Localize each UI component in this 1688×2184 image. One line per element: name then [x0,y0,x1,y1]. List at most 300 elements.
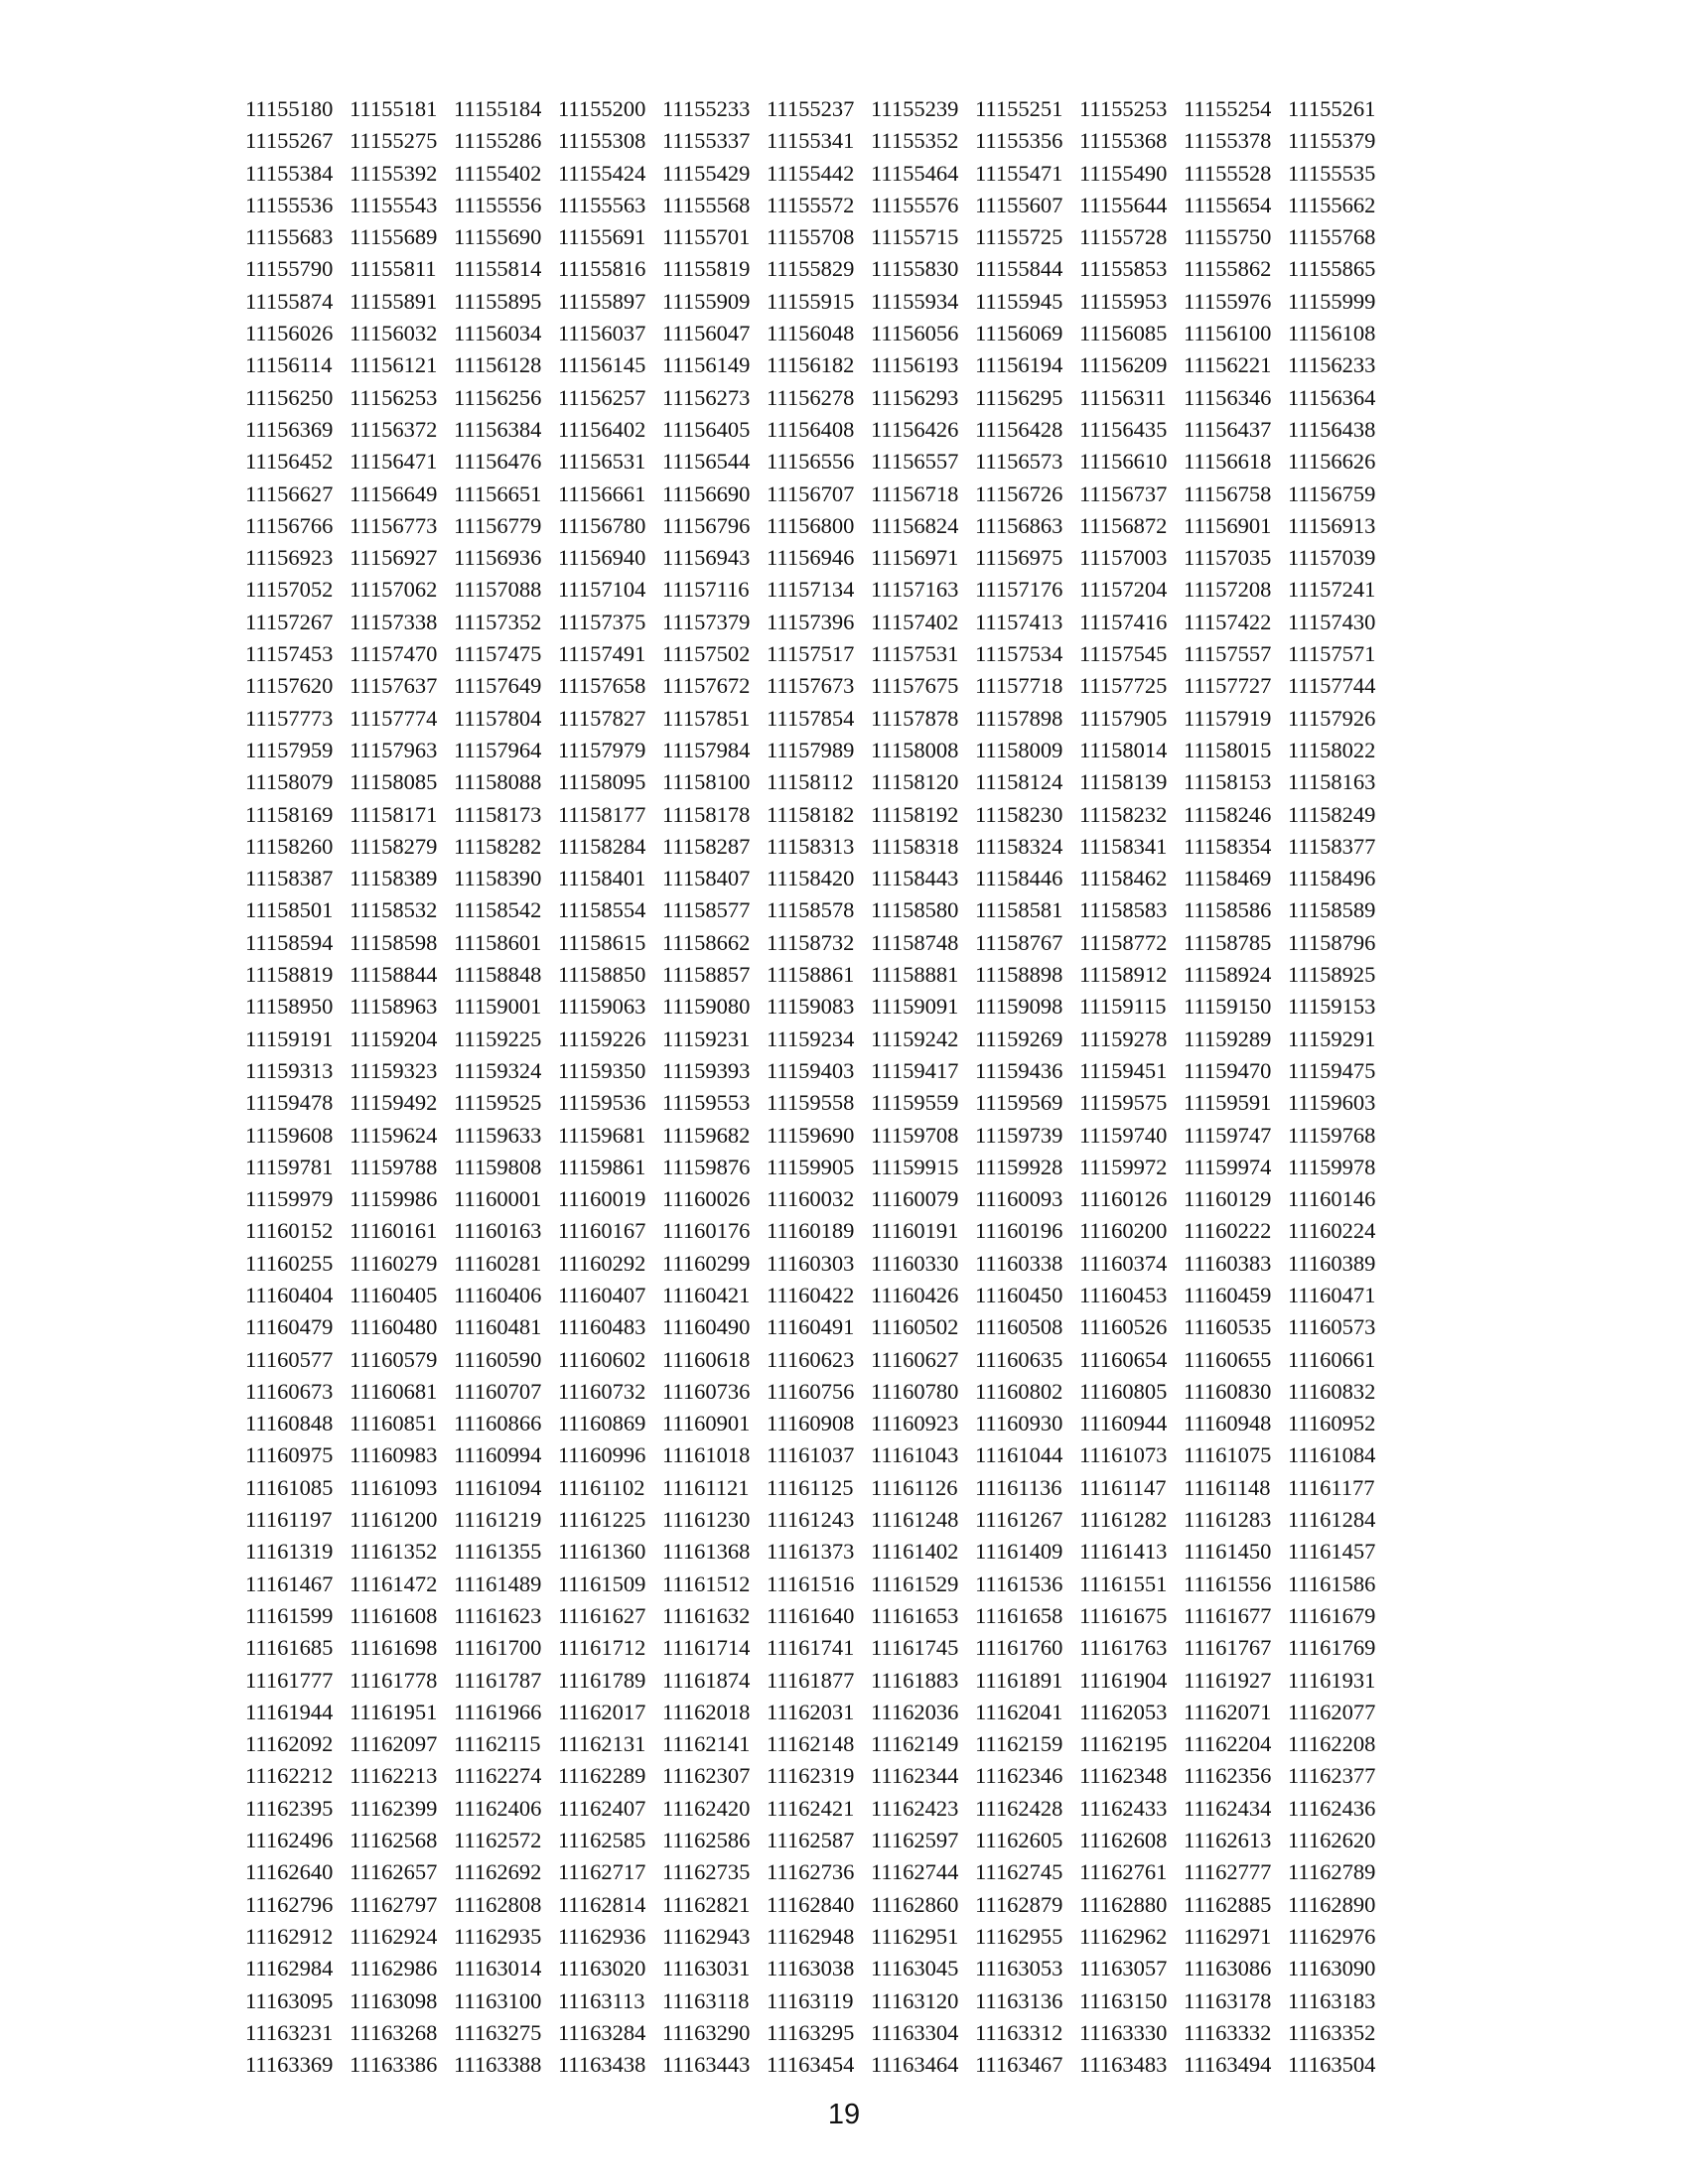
number-cell: 11158662 [662,929,751,955]
number-cell: 11161763 [1079,1635,1168,1661]
number-cell: 11157878 [871,705,959,731]
table-row [245,286,1392,318]
number-cell: 11158577 [662,897,751,923]
number-cell: 11158580 [871,897,959,923]
number-cell: 11156194 [975,352,1063,378]
number-cell: 11162840 [767,1891,855,1917]
number-cell: 11158772 [1079,929,1168,955]
table-row [245,638,1392,670]
number-cell: 11158748 [871,929,959,955]
number-cell: 11160292 [558,1250,646,1276]
number-cell: 11155572 [767,192,855,217]
number-cell: 11155490 [1079,160,1168,186]
number-cell: 11157134 [767,577,855,603]
number-cell: 11160707 [454,1378,542,1404]
table-row [245,1408,1392,1439]
number-cell: 11158861 [767,962,855,988]
number-cell: 11155953 [1079,288,1168,314]
number-cell: 11159928 [975,1154,1063,1179]
number-cell: 11161653 [871,1602,959,1628]
number-cell: 11156923 [245,545,334,571]
number-cell: 11155862 [1184,256,1272,282]
number-cell: 11157571 [1288,641,1376,667]
table-row [245,1152,1392,1183]
number-cell: 11162890 [1288,1891,1376,1917]
number-cell: 11161891 [975,1667,1063,1693]
number-cell: 11159278 [1079,1025,1168,1051]
number-cell: 11159747 [1184,1122,1272,1148]
number-cell: 11162377 [1288,1763,1376,1789]
number-cell: 11158615 [558,929,646,955]
number-cell: 11155378 [1184,128,1272,154]
number-cell: 11162077 [1288,1699,1376,1724]
number-cell: 11160579 [350,1346,438,1372]
table-row [245,542,1392,574]
number-cell: 11161951 [350,1699,438,1724]
number-cell: 11156193 [871,352,959,378]
number-cell: 11161677 [1184,1602,1272,1628]
number-cell: 11158177 [558,801,646,827]
number-cell: 11161093 [350,1474,438,1500]
number-cell: 11156145 [558,352,646,378]
number-cell: 11156649 [350,480,438,506]
table-row [245,1504,1392,1536]
number-cell: 11155556 [454,192,542,217]
number-cell: 11155844 [975,256,1063,282]
table-row [245,2049,1392,2081]
number-cell: 11158578 [767,897,855,923]
number-cell: 11156438 [1288,416,1376,442]
number-cell: 11160948 [1184,1411,1272,1436]
number-table [245,93,1392,2081]
number-cell: 11156295 [975,384,1063,410]
number-cell: 11158785 [1184,929,1272,955]
number-cell: 11155254 [1184,96,1272,121]
number-cell: 11159575 [1079,1090,1168,1116]
number-cell: 11158407 [662,866,751,891]
number-cell: 11156364 [1288,384,1376,410]
number-cell: 11161136 [975,1474,1062,1500]
number-cell: 11155379 [1288,128,1376,154]
number-cell: 11162208 [1288,1731,1376,1757]
number-cell: 11160459 [1184,1282,1272,1307]
number-cell: 11162692 [454,1859,542,1885]
number-cell: 11161586 [1288,1570,1376,1596]
number-cell: 11156069 [975,321,1063,346]
number-cell: 11162407 [558,1795,646,1821]
number-cell: 11158015 [1184,737,1272,762]
number-cell: 11155811 [350,256,437,282]
number-cell: 11161126 [871,1474,958,1500]
number-cell: 11160299 [662,1250,751,1276]
number-cell: 11161360 [558,1539,646,1565]
number-cell: 11156556 [767,449,855,475]
number-cell: 11159153 [1288,994,1376,1020]
number-cell: 11162428 [975,1795,1063,1821]
number-cell: 11155816 [558,256,646,282]
number-cell: 11163312 [975,2019,1063,2045]
number-cell: 11158963 [350,994,438,1020]
number-cell: 11162744 [871,1859,959,1885]
number-cell: 11160491 [767,1314,855,1340]
number-cell: 11156369 [245,416,334,442]
number-cell: 11156233 [1288,352,1376,378]
number-cell: 11156256 [454,384,542,410]
number-cell: 11161402 [871,1539,959,1565]
number-cell: 11162936 [558,1923,646,1949]
number-cell: 11163304 [871,2019,959,2045]
number-cell: 11161125 [767,1474,854,1500]
number-cell: 11160129 [1184,1186,1272,1212]
number-cell: 11158377 [1288,833,1376,859]
number-cell: 11160163 [454,1218,542,1244]
number-cell: 11155239 [871,96,959,121]
number-cell: 11162879 [975,1891,1063,1917]
number-cell: 11156452 [245,449,334,475]
number-cell: 11161877 [767,1667,855,1693]
number-cell: 11161121 [662,1474,750,1500]
number-cell: 11163136 [975,1987,1063,2013]
number-cell: 11161700 [454,1635,542,1661]
number-cell: 11162976 [1288,1923,1376,1949]
table-row [245,349,1392,381]
table-row [245,1793,1392,1825]
number-cell: 11159451 [1079,1057,1168,1083]
number-cell: 11158022 [1288,737,1376,762]
number-cell: 11156737 [1079,480,1168,506]
number-cell: 11161450 [1184,1539,1272,1565]
number-cell: 11157557 [1184,641,1272,667]
number-cell: 11161685 [245,1635,334,1661]
number-cell: 11162346 [975,1763,1063,1789]
number-cell: 11157241 [1288,577,1376,603]
number-cell: 11160952 [1288,1411,1376,1436]
number-cell: 11156610 [1079,449,1168,475]
number-cell: 11162797 [350,1891,438,1917]
number-cell: 11157851 [662,705,751,731]
number-cell: 11160001 [454,1186,542,1212]
number-cell: 11158120 [871,769,959,795]
number-cell: 11157804 [454,705,542,731]
number-cell: 11159740 [1079,1122,1168,1148]
number-cell: 11155689 [350,224,438,250]
number-cell: 11155464 [871,160,959,186]
number-cell: 11160602 [558,1346,646,1372]
number-cell: 11155442 [767,160,855,186]
number-cell: 11159289 [1184,1025,1272,1051]
number-cell: 11158341 [1079,833,1168,859]
number-cell: 11155267 [245,128,334,154]
number-cell: 11157052 [245,577,334,603]
number-cell: 11157620 [245,673,334,699]
number-cell: 11159475 [1288,1057,1376,1083]
number-cell: 11162092 [245,1731,334,1757]
number-cell: 11157039 [1288,545,1376,571]
number-cell: 11163369 [245,2052,334,2078]
number-cell: 11160019 [558,1186,646,1212]
table-row [245,766,1392,798]
number-cell: 11157003 [1079,545,1168,571]
number-cell: 11155352 [871,128,959,154]
number-cell: 11156182 [767,352,855,378]
number-cell: 11163504 [1288,2052,1376,2078]
number-cell: 11162395 [245,1795,334,1821]
number-cell: 11161043 [871,1442,959,1468]
number-cell: 11155181 [350,96,438,121]
number-cell: 11156100 [1184,321,1272,346]
number-cell: 11161787 [454,1667,542,1693]
number-cell: 11158594 [245,929,334,955]
number-cell: 11162796 [245,1891,334,1917]
number-cell: 11159558 [767,1090,855,1116]
table-row [245,478,1392,510]
number-cell: 11158324 [975,833,1063,859]
number-cell: 11155237 [767,96,855,121]
number-cell: 11155715 [871,224,959,250]
number-cell: 11163178 [1184,1987,1272,2013]
number-cell: 11160623 [767,1346,855,1372]
number-cell: 11159525 [454,1090,542,1116]
number-cell: 11160422 [767,1282,855,1307]
table-row [245,1856,1392,1888]
number-cell: 11156221 [1184,352,1272,378]
number-cell: 11162587 [767,1828,855,1853]
number-cell: 11159739 [975,1122,1063,1148]
table-row [245,863,1392,894]
number-cell: 11161267 [975,1507,1063,1533]
number-cell: 11155934 [871,288,959,314]
number-cell: 11158008 [871,737,959,762]
table-row [245,703,1392,735]
number-cell: 11158950 [245,994,334,1020]
number-cell: 11161529 [871,1570,959,1596]
number-cell: 11156718 [871,480,959,506]
page-number: 19 [827,2099,861,2130]
number-cell: 11159393 [662,1057,751,1083]
number-cell: 11160802 [975,1378,1063,1404]
number-cell: 11159242 [871,1025,959,1051]
number-cell: 11159559 [871,1090,959,1116]
number-cell: 11160453 [1079,1282,1168,1307]
number-cell: 11159788 [350,1154,438,1179]
number-cell: 11158496 [1288,866,1376,891]
number-cell: 11159403 [767,1057,855,1083]
number-cell: 11158284 [558,833,646,859]
number-cell: 11162406 [454,1795,542,1821]
number-cell: 11158819 [245,962,334,988]
number-cell: 11157470 [350,641,438,667]
number-cell: 11160573 [1288,1314,1376,1340]
number-cell: 11159417 [871,1057,959,1083]
number-cell: 11158469 [1184,866,1272,891]
number-cell: 11162657 [350,1859,438,1885]
number-cell: 11157545 [1079,641,1168,667]
number-cell: 11160944 [1079,1411,1168,1436]
number-cell: 11162955 [975,1923,1063,1949]
number-cell: 11158462 [1079,866,1168,891]
number-cell: 11156759 [1288,480,1376,506]
number-cell: 11161094 [454,1474,542,1500]
number-cell: 11157774 [350,705,438,731]
number-cell: 11155725 [975,224,1063,250]
number-cell: 11159915 [871,1154,959,1179]
number-cell: 11158100 [662,769,751,795]
number-cell: 11160026 [662,1186,751,1212]
number-cell: 11163014 [454,1956,542,1981]
number-cell: 11160483 [558,1314,646,1340]
table-row [245,510,1392,542]
number-cell: 11155251 [975,96,1063,121]
number-cell: 11156372 [350,416,438,442]
number-cell: 11157827 [558,705,646,731]
number-cell: 11159603 [1288,1090,1376,1116]
number-cell: 11156573 [975,449,1063,475]
number-cell: 11163086 [1184,1956,1272,1981]
number-cell: 11163295 [767,2019,855,2045]
table-row [245,959,1392,991]
number-cell: 11156726 [975,480,1063,506]
number-cell: 11161319 [245,1539,334,1565]
number-cell: 11160930 [975,1411,1063,1436]
number-cell: 11162962 [1079,1923,1168,1949]
number-cell: 11160908 [767,1411,855,1436]
number-cell: 11155402 [454,160,542,186]
number-cell: 11162319 [767,1763,855,1789]
table-row [245,735,1392,766]
table-row [245,1087,1392,1119]
number-cell: 11159234 [767,1025,855,1051]
number-cell: 11162307 [662,1763,751,1789]
number-cell: 11158354 [1184,833,1272,859]
number-cell: 11156901 [1184,512,1272,538]
number-cell: 11161608 [350,1602,438,1628]
number-cell: 11155790 [245,256,334,282]
number-cell: 11159608 [245,1122,334,1148]
number-cell: 11161904 [1079,1667,1168,1693]
number-cell: 11157375 [558,609,646,634]
table-row [245,1344,1392,1376]
number-cell: 11156209 [1079,352,1168,378]
number-cell: 11162736 [767,1859,855,1885]
number-cell: 11159492 [350,1090,438,1116]
number-cell: 11157658 [558,673,646,699]
number-cell: 11156047 [662,321,751,346]
number-cell: 11160655 [1184,1346,1272,1372]
number-cell: 11162605 [975,1828,1063,1853]
number-cell: 11156557 [871,449,959,475]
number-cell: 11155200 [558,96,646,121]
number-cell: 11157672 [662,673,751,699]
number-cell: 11161536 [975,1570,1063,1596]
number-cell: 11158581 [975,897,1063,923]
number-cell: 11161874 [662,1667,751,1693]
number-cell: 11155750 [1184,224,1272,250]
number-cell: 11160736 [662,1378,751,1404]
table-row [245,607,1392,638]
number-cell: 11162017 [558,1699,646,1724]
number-cell: 11159191 [245,1025,334,1051]
number-cell: 11156690 [662,480,751,506]
number-cell: 11163090 [1288,1956,1376,1981]
table-row [245,1632,1392,1664]
number-cell: 11160627 [871,1346,959,1372]
number-cell: 11162808 [454,1891,542,1917]
number-cell: 11162986 [350,1956,438,1981]
number-cell: 11161084 [1288,1442,1376,1468]
table-row [245,1760,1392,1792]
number-cell: 11161075 [1184,1442,1272,1468]
number-cell: 11155543 [350,192,438,217]
number-cell: 11162423 [871,1795,959,1821]
number-cell: 11155384 [245,160,334,186]
number-cell: 11158912 [1079,962,1168,988]
number-cell: 11157352 [454,609,542,634]
table-row [245,927,1392,959]
number-cell: 11161927 [1184,1667,1272,1693]
number-cell: 11160152 [245,1218,334,1244]
number-cell: 11160780 [871,1378,959,1404]
number-cell: 11162745 [975,1859,1063,1885]
number-cell: 11163352 [1288,2019,1376,2045]
number-cell: 11158249 [1288,801,1376,827]
number-cell: 11163494 [1184,2052,1272,2078]
number-cell: 11155286 [454,128,542,154]
number-cell: 11155471 [975,160,1063,186]
number-table-body [245,93,1392,2081]
number-cell: 11160502 [871,1314,959,1340]
number-cell: 11160200 [1079,1218,1168,1244]
number-cell: 11163464 [871,2052,959,2078]
number-cell: 11159098 [975,994,1063,1020]
number-cell: 11156544 [662,449,751,475]
table-row [245,799,1392,831]
number-cell: 11163100 [454,1987,542,2013]
number-cell: 11162948 [767,1923,855,1949]
number-cell: 11161248 [871,1507,959,1533]
number-cell: 11158014 [1079,737,1168,762]
number-cell: 11160167 [558,1218,646,1244]
number-cell: 11156435 [1079,416,1168,442]
number-cell: 11155341 [767,128,855,154]
number-cell: 11161512 [662,1570,751,1596]
number-cell: 11159978 [1288,1154,1376,1179]
number-cell: 11158085 [350,769,438,795]
number-cell: 11160404 [245,1282,334,1307]
number-cell: 11156402 [558,416,646,442]
table-row [245,382,1392,414]
table-row [245,1215,1392,1247]
number-cell: 11155814 [454,256,542,282]
number-cell: 11160654 [1079,1346,1168,1372]
number-cell: 11160535 [1184,1314,1272,1340]
number-cell: 11158387 [245,866,334,891]
number-cell: 11160191 [871,1218,959,1244]
number-cell: 11156253 [350,384,438,410]
number-cell: 11160481 [454,1314,542,1340]
number-cell: 11162159 [975,1731,1063,1757]
number-cell: 11156766 [245,512,334,538]
table-row [245,1376,1392,1408]
number-cell: 11162620 [1288,1828,1376,1853]
number-cell: 11155253 [1079,96,1168,121]
number-cell: 11161632 [662,1602,751,1628]
number-cell: 11156437 [1184,416,1272,442]
number-cell: 11162031 [767,1699,855,1724]
number-cell: 11160681 [350,1378,438,1404]
number-cell: 11160975 [245,1442,334,1468]
table-row [245,1248,1392,1280]
number-cell: 11156824 [871,512,959,538]
